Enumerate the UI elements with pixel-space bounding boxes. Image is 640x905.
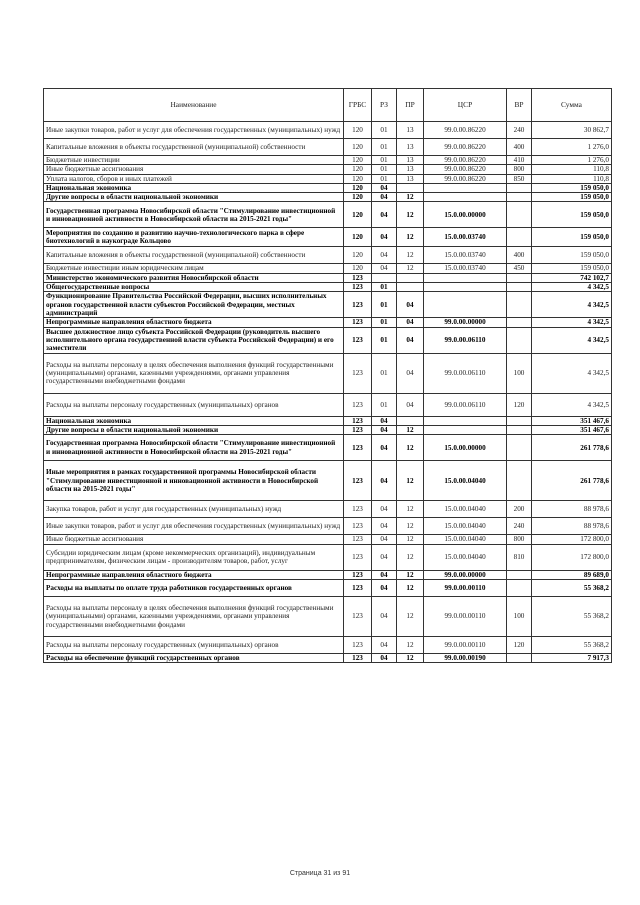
cell-sum: 159 050,0 xyxy=(532,183,612,192)
cell-csr: 99.0.00.86220 xyxy=(424,174,507,183)
table-row xyxy=(44,416,612,425)
cell-grbs: 123 xyxy=(344,435,372,461)
cell-vr: 450 xyxy=(507,264,532,273)
cell-vr xyxy=(507,570,532,579)
cell-rz: 01 xyxy=(372,165,397,174)
cell-pr: 04 xyxy=(397,327,424,353)
cell-csr: 99.0.00.00110 xyxy=(424,596,507,636)
table-row xyxy=(44,636,612,653)
cell-csr: 99.0.00.86220 xyxy=(424,139,507,156)
cell-vr xyxy=(507,653,532,662)
cell-pr: 12 xyxy=(397,518,424,535)
cell-rz: 01 xyxy=(372,353,397,393)
cell-csr: 99.0.00.06110 xyxy=(424,393,507,416)
cell-name: Функционирование Правительства Российской Федерации, высших исполнительных органов государственной власти субъектов Российской Федерации, местных администраций xyxy=(44,292,344,318)
cell-sum: 351 467,6 xyxy=(532,416,612,425)
cell-pr: 12 xyxy=(397,435,424,461)
cell-sum: 261 778,6 xyxy=(532,435,612,461)
cell-name: Непрограммные направления областного бюджета xyxy=(44,318,344,327)
cell-name: Национальная экономика xyxy=(44,416,344,425)
cell-vr: 850 xyxy=(507,174,532,183)
cell-grbs: 123 xyxy=(344,570,372,579)
cell-grbs: 123 xyxy=(344,544,372,570)
table-row xyxy=(44,228,612,247)
budget-table xyxy=(43,88,612,663)
cell-name: Бюджетные инвестиции иным юридическим лицам xyxy=(44,264,344,273)
cell-grbs: 123 xyxy=(344,461,372,501)
table-row xyxy=(44,435,612,461)
cell-vr xyxy=(507,273,532,282)
cell-sum: 742 102,7 xyxy=(532,273,612,282)
cell-csr: 15.0.00.03740 xyxy=(424,264,507,273)
cell-vr: 400 xyxy=(507,247,532,264)
table-row xyxy=(44,183,612,192)
cell-pr: 04 xyxy=(397,393,424,416)
cell-vr xyxy=(507,416,532,425)
cell-rz: 04 xyxy=(372,416,397,425)
cell-name: Другие вопросы в области национальной экономики xyxy=(44,193,344,202)
cell-rz: 01 xyxy=(372,139,397,156)
table-row xyxy=(44,518,612,535)
cell-csr xyxy=(424,416,507,425)
table-row xyxy=(44,327,612,353)
cell-grbs: 123 xyxy=(344,518,372,535)
cell-sum: 159 050,0 xyxy=(532,202,612,228)
cell-pr: 12 xyxy=(397,501,424,518)
cell-name: Расходы на выплаты персоналу государственных (муниципальных) органов xyxy=(44,636,344,653)
table-row xyxy=(44,273,612,282)
cell-pr: 12 xyxy=(397,461,424,501)
table-body xyxy=(44,122,612,663)
cell-pr xyxy=(397,283,424,292)
cell-grbs: 123 xyxy=(344,393,372,416)
table-row xyxy=(44,501,612,518)
cell-sum: 159 050,0 xyxy=(532,264,612,273)
cell-vr: 100 xyxy=(507,596,532,636)
cell-rz: 04 xyxy=(372,425,397,434)
col-header-rz: РЗ xyxy=(372,89,397,122)
cell-name: Общегосударственные вопросы xyxy=(44,283,344,292)
table-row xyxy=(44,122,612,139)
cell-vr: 240 xyxy=(507,518,532,535)
cell-grbs: 120 xyxy=(344,139,372,156)
table-row xyxy=(44,535,612,544)
table-row xyxy=(44,292,612,318)
col-header-pr: ПР xyxy=(397,89,424,122)
table-row xyxy=(44,570,612,579)
cell-grbs: 123 xyxy=(344,579,372,596)
cell-name: Уплата налогов, сборов и иных платежей xyxy=(44,174,344,183)
page-number: Страница 31 из 91 xyxy=(289,870,351,877)
cell-pr: 12 xyxy=(397,193,424,202)
cell-csr xyxy=(424,183,507,192)
cell-name: Другие вопросы в области национальной экономики xyxy=(44,425,344,434)
cell-pr: 04 xyxy=(397,318,424,327)
cell-vr xyxy=(507,292,532,318)
cell-csr: 99.0.00.00190 xyxy=(424,653,507,662)
cell-name: Субсидии юридическим лицам (кроме некоммерческих организаций), индивидуальным предпринимателям, физическим лицам - производителям товаров, работ, услуг xyxy=(44,544,344,570)
cell-name: Бюджетные инвестиции xyxy=(44,156,344,165)
cell-rz: 01 xyxy=(372,327,397,353)
cell-csr: 15.0.00.03740 xyxy=(424,247,507,264)
cell-csr: 15.0.00.03740 xyxy=(424,228,507,247)
cell-rz: 04 xyxy=(372,501,397,518)
cell-name: Высшее должностное лицо субъекта Российской Федерации (руководитель высшего исполнительного органа государственной власти субъекта Российской Федерации) и его заместители xyxy=(44,327,344,353)
cell-name: Расходы на выплаты персоналу государственных (муниципальных) органов xyxy=(44,393,344,416)
cell-rz: 04 xyxy=(372,596,397,636)
cell-sum: 110,8 xyxy=(532,174,612,183)
cell-pr: 12 xyxy=(397,264,424,273)
table-row xyxy=(44,139,612,156)
col-header-grbs: ГРБС xyxy=(344,89,372,122)
cell-csr: 15.0.00.04040 xyxy=(424,535,507,544)
cell-sum: 172 800,0 xyxy=(532,544,612,570)
cell-sum: 159 050,0 xyxy=(532,228,612,247)
table-row xyxy=(44,318,612,327)
table-row xyxy=(44,653,612,662)
cell-grbs: 123 xyxy=(344,353,372,393)
cell-pr xyxy=(397,183,424,192)
table-row xyxy=(44,283,612,292)
cell-vr: 800 xyxy=(507,535,532,544)
cell-rz: 04 xyxy=(372,183,397,192)
cell-csr xyxy=(424,273,507,282)
cell-pr: 13 xyxy=(397,139,424,156)
cell-pr: 12 xyxy=(397,579,424,596)
cell-vr xyxy=(507,425,532,434)
cell-pr: 12 xyxy=(397,247,424,264)
cell-pr: 12 xyxy=(397,202,424,228)
cell-name: Министерство экономического развития Новосибирской области xyxy=(44,273,344,282)
cell-sum: 261 778,6 xyxy=(532,461,612,501)
cell-csr: 99.0.00.00000 xyxy=(424,570,507,579)
cell-pr: 12 xyxy=(397,636,424,653)
cell-vr xyxy=(507,579,532,596)
cell-grbs: 123 xyxy=(344,501,372,518)
cell-grbs: 120 xyxy=(344,165,372,174)
cell-rz: 04 xyxy=(372,535,397,544)
cell-vr xyxy=(507,461,532,501)
table-row xyxy=(44,193,612,202)
cell-rz: 01 xyxy=(372,318,397,327)
cell-vr: 800 xyxy=(507,165,532,174)
cell-pr: 13 xyxy=(397,156,424,165)
cell-rz: 04 xyxy=(372,653,397,662)
cell-sum: 351 467,6 xyxy=(532,425,612,434)
cell-rz: 01 xyxy=(372,122,397,139)
cell-sum: 89 689,0 xyxy=(532,570,612,579)
cell-vr xyxy=(507,318,532,327)
cell-name: Расходы на выплаты по оплате труда работников государственных органов xyxy=(44,579,344,596)
cell-name: Государственная программа Новосибирской области "Стимулирование инвестиционной и инновационной активности в Новосибирской области на 2015-2021 годы" xyxy=(44,435,344,461)
cell-name: Иные бюджетные ассигнования xyxy=(44,165,344,174)
cell-grbs: 120 xyxy=(344,202,372,228)
cell-name: Мероприятия по созданию и развитию научно-технологического парка в сфере биотехнологий в наукограде Кольцово xyxy=(44,228,344,247)
cell-pr: 04 xyxy=(397,292,424,318)
cell-name: Иные закупки товаров, работ и услуг для обеспечения государственных (муниципальных) нужд xyxy=(44,518,344,535)
cell-csr: 15.0.00.04040 xyxy=(424,461,507,501)
cell-vr: 410 xyxy=(507,156,532,165)
cell-pr: 13 xyxy=(397,122,424,139)
cell-name: Капитальные вложения в объекты государственной (муниципальной) собственности xyxy=(44,247,344,264)
cell-pr: 04 xyxy=(397,353,424,393)
cell-vr xyxy=(507,193,532,202)
cell-grbs: 123 xyxy=(344,283,372,292)
cell-csr: 15.0.00.04040 xyxy=(424,501,507,518)
cell-sum: 88 978,6 xyxy=(532,518,612,535)
cell-pr: 13 xyxy=(397,174,424,183)
cell-vr: 120 xyxy=(507,636,532,653)
cell-vr xyxy=(507,183,532,192)
cell-rz: 01 xyxy=(372,174,397,183)
cell-pr: 12 xyxy=(397,535,424,544)
table-row xyxy=(44,165,612,174)
cell-vr xyxy=(507,283,532,292)
cell-sum: 4 342,5 xyxy=(532,393,612,416)
cell-pr: 12 xyxy=(397,653,424,662)
table-row xyxy=(44,202,612,228)
cell-rz: 01 xyxy=(372,283,397,292)
cell-pr: 12 xyxy=(397,570,424,579)
cell-pr: 12 xyxy=(397,544,424,570)
cell-rz: 04 xyxy=(372,193,397,202)
cell-grbs: 120 xyxy=(344,174,372,183)
cell-sum: 55 368,2 xyxy=(532,596,612,636)
cell-name: Иные закупки товаров, работ и услуг для обеспечения государственных (муниципальных) нужд xyxy=(44,122,344,139)
cell-pr: 13 xyxy=(397,165,424,174)
cell-name: Иные мероприятия в рамках государственной программы Новосибирской области "Стимулирование инвестиционной и инновационной активности в Новосибирской области на 2015-2021 годы" xyxy=(44,461,344,501)
cell-rz: 04 xyxy=(372,202,397,228)
cell-sum: 4 342,5 xyxy=(532,327,612,353)
col-header-csr: ЦСР xyxy=(424,89,507,122)
cell-vr: 100 xyxy=(507,353,532,393)
cell-csr: 15.0.00.00000 xyxy=(424,435,507,461)
cell-name: Государственная программа Новосибирской области "Стимулирование инвестиционной и инновационной активности в Новосибирской области на 2015-2021 годы" xyxy=(44,202,344,228)
cell-rz: 04 xyxy=(372,247,397,264)
table-row xyxy=(44,247,612,264)
cell-sum: 159 050,0 xyxy=(532,193,612,202)
table-row xyxy=(44,579,612,596)
cell-name: Национальная экономика xyxy=(44,183,344,192)
cell-pr xyxy=(397,416,424,425)
cell-sum: 172 800,0 xyxy=(532,535,612,544)
cell-rz: 04 xyxy=(372,264,397,273)
cell-csr: 99.0.00.86220 xyxy=(424,165,507,174)
table-row xyxy=(44,174,612,183)
cell-grbs: 123 xyxy=(344,425,372,434)
cell-vr: 200 xyxy=(507,501,532,518)
cell-pr: 12 xyxy=(397,596,424,636)
cell-name: Закупка товаров, работ и услуг для государственных (муниципальных) нужд xyxy=(44,501,344,518)
col-header-vr: ВР xyxy=(507,89,532,122)
cell-sum: 1 276,0 xyxy=(532,139,612,156)
cell-pr xyxy=(397,273,424,282)
cell-pr: 12 xyxy=(397,425,424,434)
cell-grbs: 123 xyxy=(344,416,372,425)
cell-vr: 400 xyxy=(507,139,532,156)
table-row xyxy=(44,393,612,416)
cell-rz: 04 xyxy=(372,579,397,596)
cell-name: Капитальные вложения в объекты государственной (муниципальной) собственности xyxy=(44,139,344,156)
cell-sum: 7 917,3 xyxy=(532,653,612,662)
cell-sum: 55 368,2 xyxy=(532,636,612,653)
cell-sum: 4 342,5 xyxy=(532,353,612,393)
cell-vr xyxy=(507,435,532,461)
table-row xyxy=(44,156,612,165)
cell-csr: 99.0.00.06110 xyxy=(424,353,507,393)
cell-grbs: 123 xyxy=(344,636,372,653)
cell-rz: 01 xyxy=(372,292,397,318)
cell-grbs: 123 xyxy=(344,327,372,353)
cell-vr: 810 xyxy=(507,544,532,570)
cell-name: Расходы на выплаты персоналу в целях обеспечения выполнения функций государственными (муниципальными) органами, казенными учреждениями, органами управления государственными внебюджетными фондами xyxy=(44,596,344,636)
cell-rz: 04 xyxy=(372,518,397,535)
cell-sum: 4 342,5 xyxy=(532,283,612,292)
cell-rz: 04 xyxy=(372,435,397,461)
cell-rz: 04 xyxy=(372,461,397,501)
cell-name: Непрограммные направления областного бюджета xyxy=(44,570,344,579)
cell-sum: 4 342,5 xyxy=(532,292,612,318)
cell-vr: 240 xyxy=(507,122,532,139)
table-row xyxy=(44,264,612,273)
cell-sum: 110,8 xyxy=(532,165,612,174)
cell-rz xyxy=(372,273,397,282)
cell-grbs: 120 xyxy=(344,183,372,192)
cell-csr: 15.0.00.00000 xyxy=(424,202,507,228)
cell-grbs: 120 xyxy=(344,264,372,273)
cell-grbs: 123 xyxy=(344,596,372,636)
table-row xyxy=(44,461,612,501)
cell-csr: 99.0.00.00000 xyxy=(424,318,507,327)
cell-rz: 04 xyxy=(372,228,397,247)
cell-csr: 15.0.00.04040 xyxy=(424,544,507,570)
cell-name: Расходы на обеспечение функций государственных органов xyxy=(44,653,344,662)
cell-sum: 55 368,2 xyxy=(532,579,612,596)
cell-grbs: 120 xyxy=(344,193,372,202)
col-header-sum: Сумма xyxy=(532,89,612,122)
cell-csr: 99.0.00.06110 xyxy=(424,327,507,353)
cell-rz: 01 xyxy=(372,156,397,165)
cell-grbs: 120 xyxy=(344,122,372,139)
table-header-row xyxy=(44,89,612,122)
cell-grbs: 123 xyxy=(344,318,372,327)
cell-csr xyxy=(424,283,507,292)
cell-grbs: 120 xyxy=(344,228,372,247)
cell-grbs: 123 xyxy=(344,273,372,282)
cell-csr: 15.0.00.04040 xyxy=(424,518,507,535)
cell-vr xyxy=(507,228,532,247)
cell-sum: 4 342,5 xyxy=(532,318,612,327)
cell-vr xyxy=(507,327,532,353)
cell-grbs: 120 xyxy=(344,156,372,165)
cell-pr: 12 xyxy=(397,228,424,247)
cell-rz: 01 xyxy=(372,393,397,416)
table-row xyxy=(44,425,612,434)
table-row xyxy=(44,353,612,393)
cell-grbs: 120 xyxy=(344,247,372,264)
cell-vr: 120 xyxy=(507,393,532,416)
table-row xyxy=(44,596,612,636)
col-header-name: Наименование xyxy=(44,89,344,122)
cell-rz: 04 xyxy=(372,570,397,579)
table-row xyxy=(44,544,612,570)
cell-rz: 04 xyxy=(372,636,397,653)
cell-grbs: 123 xyxy=(344,535,372,544)
cell-vr xyxy=(507,202,532,228)
cell-csr: 99.0.00.86220 xyxy=(424,122,507,139)
cell-grbs: 123 xyxy=(344,292,372,318)
cell-csr xyxy=(424,193,507,202)
cell-name: Иные бюджетные ассигнования xyxy=(44,535,344,544)
cell-grbs: 123 xyxy=(344,653,372,662)
cell-csr: 99.0.00.86220 xyxy=(424,156,507,165)
cell-csr xyxy=(424,425,507,434)
cell-sum: 88 978,6 xyxy=(532,501,612,518)
cell-rz: 04 xyxy=(372,544,397,570)
cell-sum: 1 276,0 xyxy=(532,156,612,165)
cell-csr xyxy=(424,292,507,318)
cell-csr: 99.0.00.00110 xyxy=(424,579,507,596)
cell-sum: 159 050,0 xyxy=(532,247,612,264)
cell-sum: 30 862,7 xyxy=(532,122,612,139)
cell-csr: 99.0.00.00110 xyxy=(424,636,507,653)
cell-name: Расходы на выплаты персоналу в целях обеспечения выполнения функций государственными (муниципальными) органами, казенными учреждениями, органами управления государственными внебюджетными фондами xyxy=(44,353,344,393)
